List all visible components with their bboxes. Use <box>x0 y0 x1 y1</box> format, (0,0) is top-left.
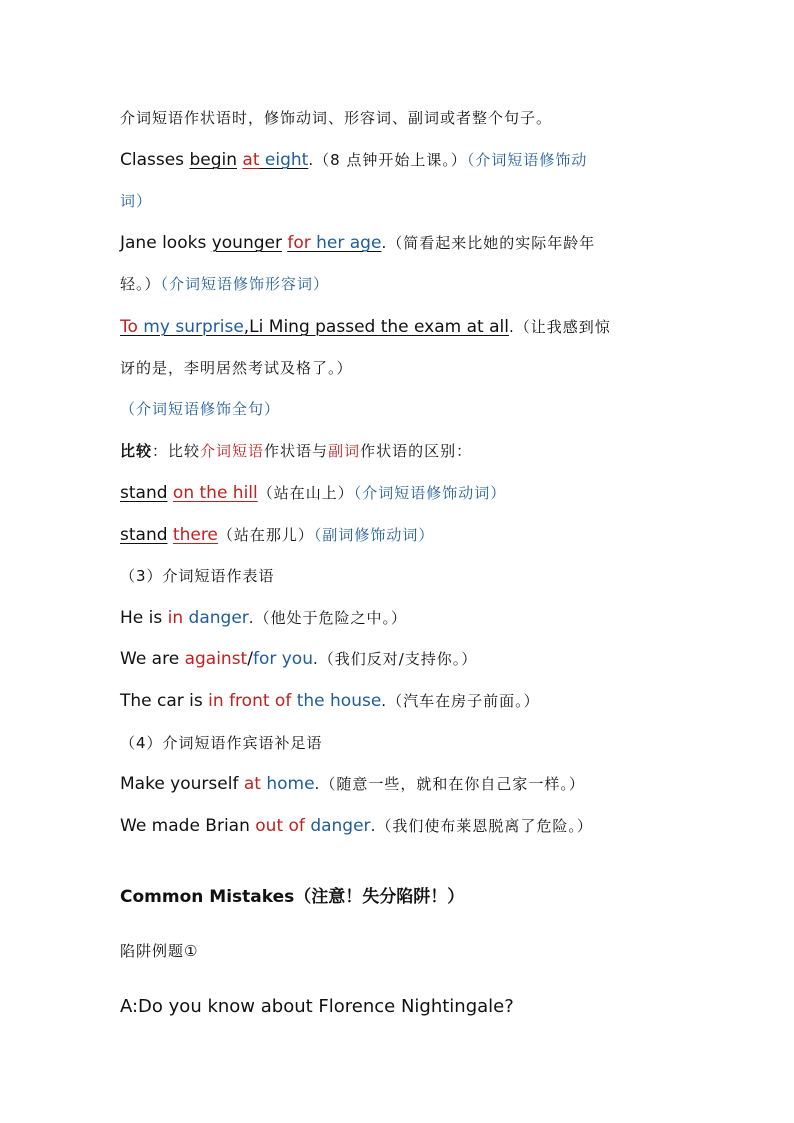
example-danger <box>120 606 680 630</box>
translation: .（让我感到惊 <box>508 318 611 336</box>
preposition: To <box>120 317 138 337</box>
intro-line: 介词短语作状语时，修饰动词、形容词、副词或者整个句子。 <box>120 109 553 127</box>
text-segment: We made Brian <box>120 816 256 836</box>
prep-object: danger <box>304 816 371 836</box>
text-segment: The car is <box>120 691 209 711</box>
underlined-adjective: younger <box>211 233 282 253</box>
preposition: in front of <box>208 691 292 711</box>
highlight: 介词短语 <box>200 442 265 460</box>
annotation: （副词修饰动词） <box>313 526 435 544</box>
translation: .（随意一些，就和在你自己家一样。） <box>314 775 585 793</box>
underlined-verb: stand <box>120 525 168 545</box>
prep-phrase: on the hill <box>172 483 258 503</box>
text-segment: Jane looks <box>120 233 212 253</box>
example-against <box>120 647 680 671</box>
text-segment: Make yourself <box>120 774 244 794</box>
main-clause: ,Li Ming passed the exam at all <box>243 317 509 337</box>
translation: .（简看起来比她的实际年龄年 <box>381 234 596 252</box>
example-car <box>120 689 680 713</box>
question-line: A:Do you know about Florence Nightingale? <box>120 996 514 1017</box>
example-jane: Jane looks younger for her age.（简看起来比她的实际年龄年 <box>120 233 596 253</box>
text-segment: We are <box>120 649 185 669</box>
annotation: （介词短语修饰形容词） <box>160 275 330 293</box>
text-segment: He is <box>120 608 168 628</box>
annotation: （介词短语修饰动 <box>466 151 588 169</box>
text-segment: 作状语与 <box>264 442 329 460</box>
translation: （站在山上） <box>257 484 354 502</box>
example-hill <box>120 481 680 505</box>
prep-object: danger <box>183 608 249 628</box>
trap-example-label: 陷阱例题① <box>120 942 199 960</box>
translation: .（我们使布莱恩脱离了危险。） <box>370 817 593 835</box>
preposition: in <box>167 608 184 628</box>
adverb: there <box>172 525 218 545</box>
highlight: 副词 <box>328 442 361 460</box>
example-brian <box>120 814 680 838</box>
text-segment: ：比较 <box>152 442 201 460</box>
text-segment: / <box>247 649 253 669</box>
translation-continued <box>120 272 680 296</box>
translation: .（我们反对/支持你。） <box>312 650 478 668</box>
preposition: against <box>184 649 248 669</box>
prep-phrase: for you <box>252 649 313 669</box>
preposition: at <box>243 774 261 794</box>
prep-object: the house <box>291 691 382 711</box>
annotation: （介词短语修饰动词） <box>353 484 507 502</box>
example-classes: Classes begin at eight.（8 点钟开始上课。）（介词短语修饰动 <box>120 150 588 170</box>
annotation-continued: 词） <box>120 192 153 210</box>
example-there <box>120 523 680 547</box>
prep-object: my surprise <box>137 317 244 337</box>
translation: （站在那儿） <box>217 526 314 544</box>
translation: .（汽车在房子前面。） <box>381 692 540 710</box>
bold-label: 比较 <box>120 442 153 460</box>
comparison-line <box>120 439 680 463</box>
text-segment: Classes <box>120 150 190 170</box>
section-heading-4: （4）介词短语作宾语补足语 <box>120 734 323 752</box>
preposition: out of <box>255 816 305 836</box>
translation: .（8 点钟开始上课。） <box>308 151 467 169</box>
text-segment: 轻。） <box>120 275 161 293</box>
prep-object: home <box>260 774 315 794</box>
translation-continued: 讶的是，李明居然考试及格了。） <box>120 359 353 377</box>
example-surprise <box>120 315 680 339</box>
common-mistakes-heading: Common Mistakes（注意！失分陷阱！） <box>120 887 465 907</box>
section-heading-3: （3）介词短语作表语 <box>120 567 275 585</box>
underlined-verb: begin <box>189 150 237 170</box>
annotation-line: （介词短语修饰全句） <box>120 400 281 418</box>
underlined-verb: stand <box>120 483 168 503</box>
example-home <box>120 772 680 796</box>
translation: .（他处于危险之中。） <box>248 609 408 627</box>
text-segment: 作状语的区别： <box>360 442 473 460</box>
